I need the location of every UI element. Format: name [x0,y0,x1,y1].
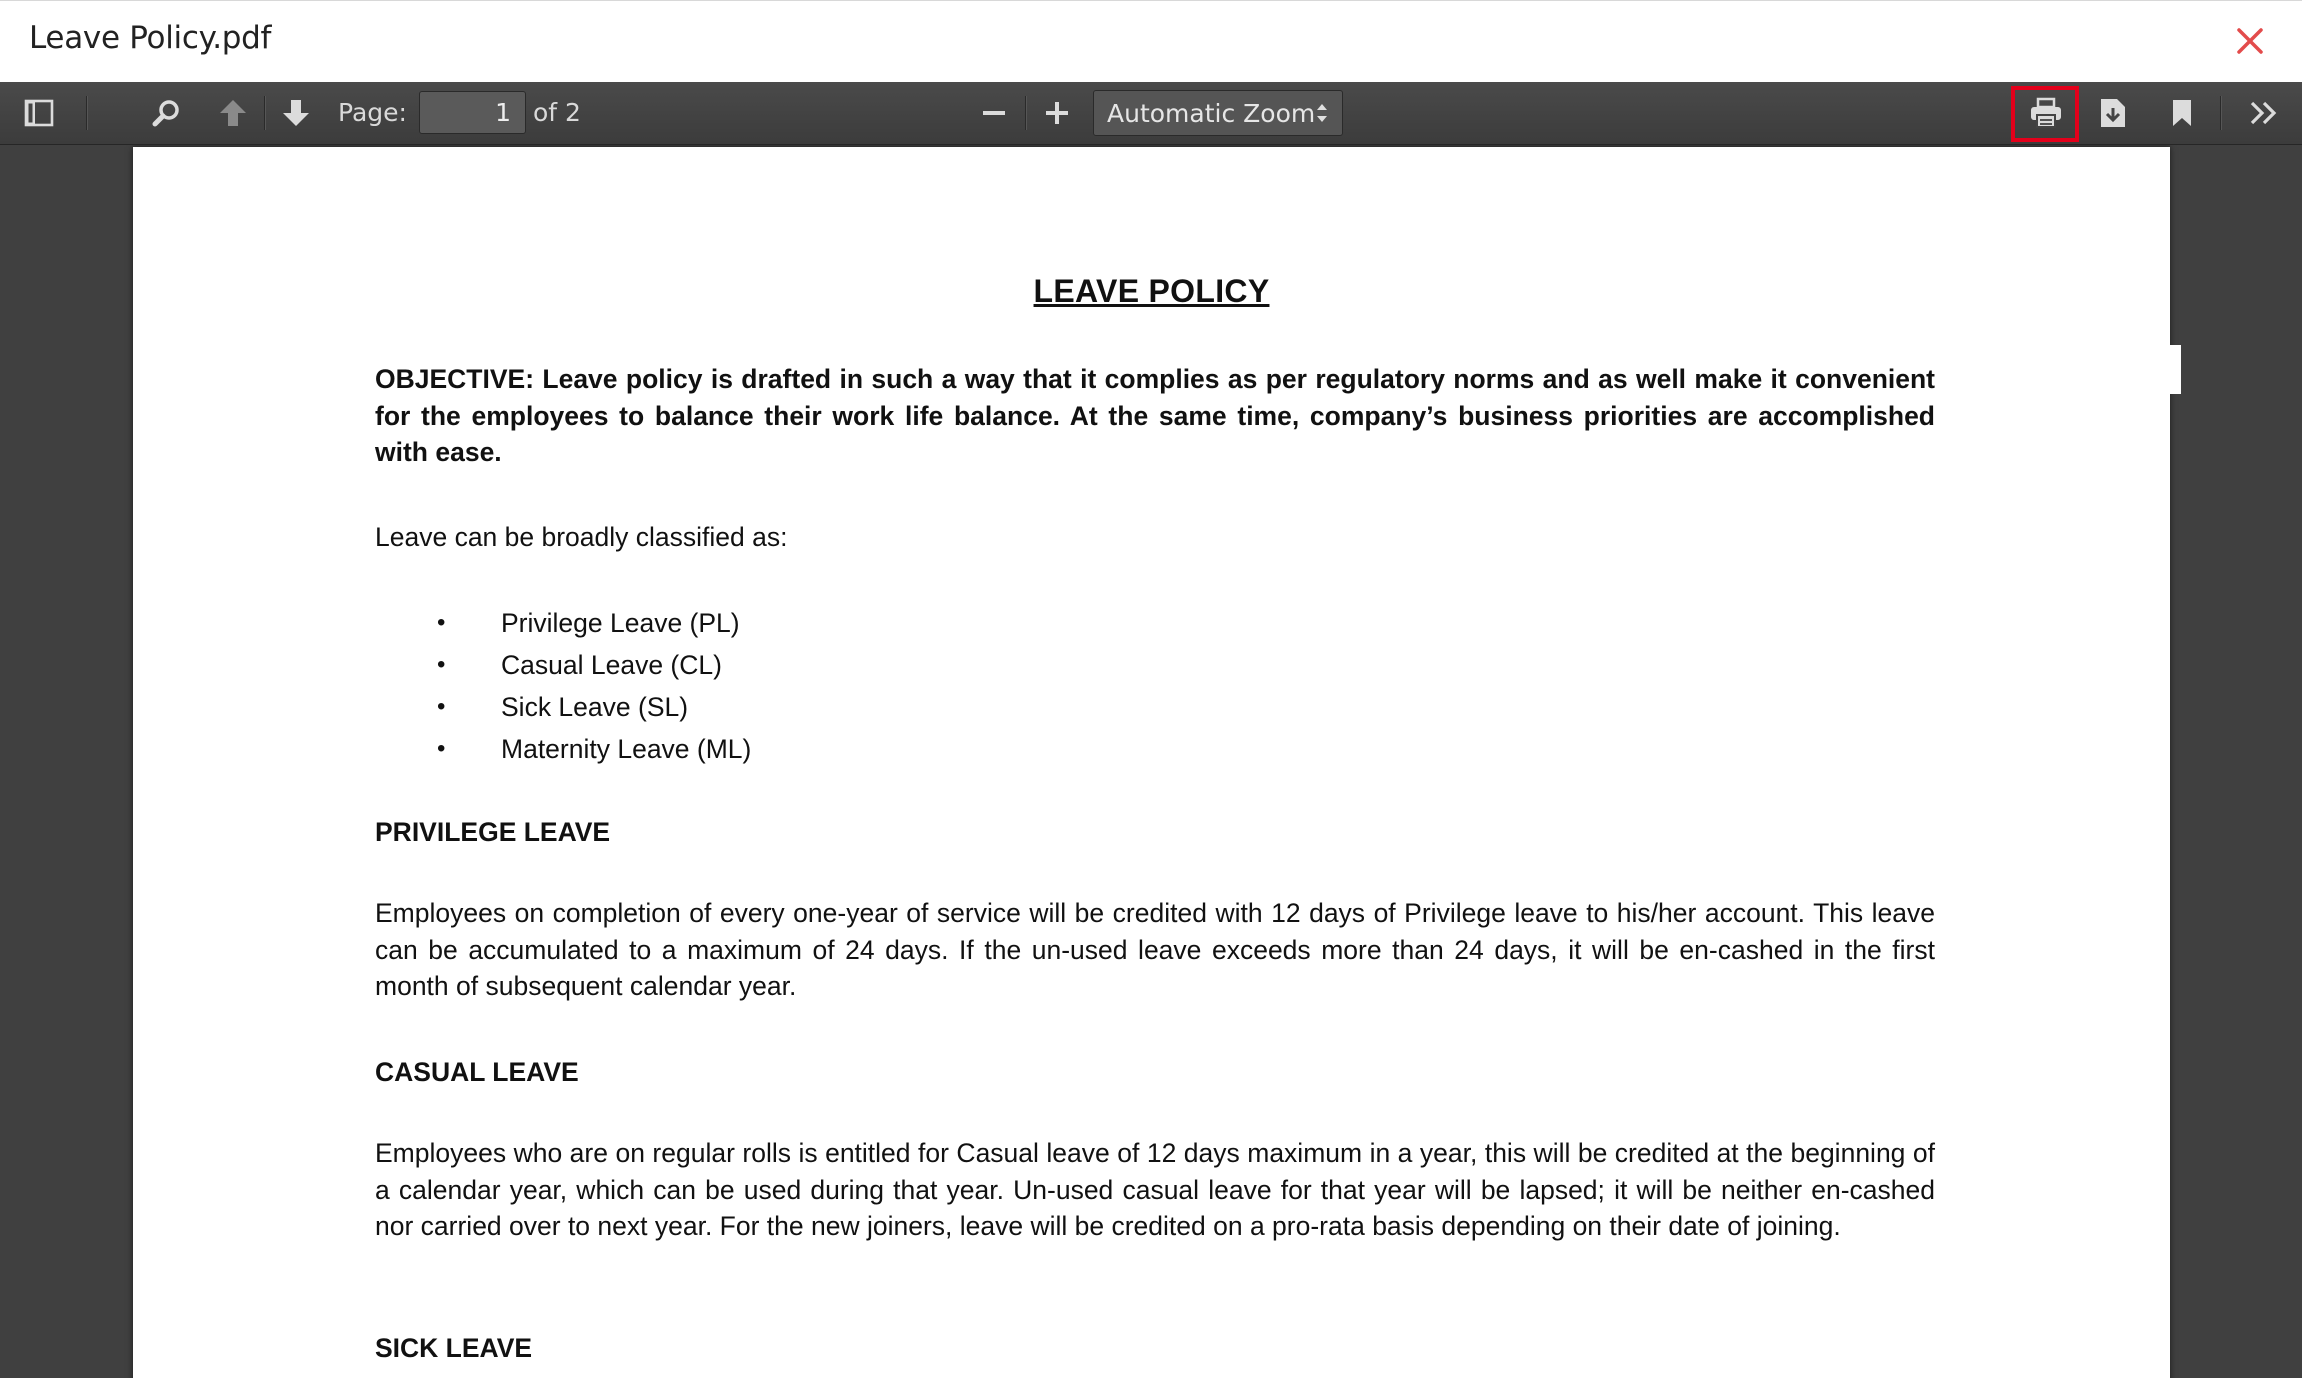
privilege-leave-paragraph: Employees on completion of every one-year of service will be credited with 12 days of Privilege leave to his/her account. This leave can be accumulated to a maximum of 24 days. If the un-used leave exceeds more than 24 days, it will be en-cashed in the first month of subsequent calendar year. [375,898,1935,1001]
previous-page-icon[interactable] [208,90,258,136]
print-icon[interactable] [2021,90,2071,136]
title-bar [0,0,2302,82]
list-item-text: Privilege Leave (PL) [501,608,740,638]
bullet: • [437,735,446,762]
zoom-value: Automatic Zoom [1107,99,1316,128]
search-icon[interactable] [141,90,191,136]
sick-leave-heading: SICK LEAVE [375,1333,533,1363]
classification-intro: Leave can be broadly classified as: [375,522,788,552]
page-count: of 2 [533,98,581,127]
pdf-viewer[interactable] [0,145,2302,1378]
zoom-out-icon[interactable] [969,90,1019,136]
list-item-text: Casual Leave (CL) [501,650,722,680]
bullet: • [437,693,446,720]
pdf-toolbar [0,82,2302,145]
objective-paragraph: OBJECTIVE: Leave policy is drafted in such a way that it complies as per regulatory norms and as well make it convenient for the employees to balance their work life balance. At the same time, company’s business priorities are accomplished with ease. [375,364,1935,467]
close-icon[interactable] [2232,23,2268,59]
bookmark-icon[interactable] [2157,90,2207,136]
tools-icon[interactable] [2239,90,2289,136]
scrollbar-thumb[interactable] [2170,345,2181,394]
document-title: Leave Policy.pdf [29,20,272,56]
list-item-text: Maternity Leave (ML) [501,734,752,764]
bullet: • [437,609,446,636]
page-number-input[interactable] [419,91,526,134]
privilege-leave-heading: PRIVILEGE LEAVE [375,817,611,847]
sidebar-toggle-icon[interactable] [14,90,64,136]
zoom-select[interactable] [1093,90,1343,136]
download-icon[interactable] [2088,90,2138,136]
document-heading: LEAVE POLICY [1033,273,1270,309]
list-item-text: Sick Leave (SL) [501,692,689,722]
casual-leave-heading: CASUAL LEAVE [375,1057,579,1087]
next-page-icon[interactable] [271,90,321,136]
chevron-up-down-icon [1315,101,1329,131]
bullet: • [437,651,446,678]
pdf-page [133,147,2170,1378]
zoom-in-icon[interactable] [1032,90,1082,136]
casual-leave-paragraph: Employees who are on regular rolls is entitled for Casual leave of 12 days maximum in a year, this will be credited at the beginning of a calendar year, which can be used during that year. Un-used casual leave for that year will be lapsed; it will be neither en-cashed nor carried over to next year. For the new joiners, leave will be credited on a pro-rata basis depending on their date of joining. [375,1138,1935,1241]
page-label: Page: [338,98,407,127]
